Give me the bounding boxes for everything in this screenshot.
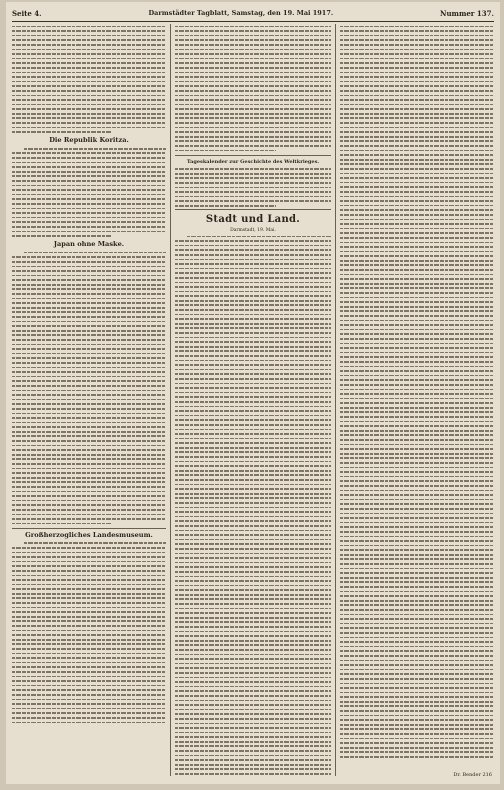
- heading-stadt-und-land: Stadt und Land.: [205, 213, 301, 225]
- page-header: [12, 6, 494, 20]
- heading-japan-ohne-maske: Japan ohne Maske.: [53, 240, 125, 249]
- signature: Dr. Bender 216: [453, 772, 492, 778]
- article-text: [12, 24, 166, 134]
- heading-landesmuseum: Großherzogliches Landesmuseum.: [25, 530, 153, 539]
- masthead: Darmstädter Tagblatt, Samstag, den 19. Mai 1917.: [148, 9, 334, 17]
- heading-republik-koritza: Die Republik Koritza.: [49, 136, 129, 145]
- calendar-text: [175, 167, 331, 208]
- article-text: [12, 250, 166, 526]
- header-rule: [12, 21, 494, 22]
- article-text: [340, 24, 494, 759]
- article-text: [12, 541, 166, 725]
- column-divider: [335, 24, 336, 776]
- column-3: [340, 24, 494, 764]
- article-text: [175, 234, 331, 776]
- article-text: [175, 24, 331, 153]
- page-number: Seite 4.: [12, 8, 42, 18]
- newspaper-page: [6, 2, 500, 784]
- column-divider: [170, 24, 171, 776]
- column-1: [12, 24, 166, 776]
- article-text: [12, 146, 166, 238]
- column-2: [175, 24, 331, 776]
- heading-tageskalender: Tageskalender zur Geschichte des Weltkrieges.: [186, 158, 320, 165]
- dateline: Darmstadt, 19. Mai.: [230, 227, 276, 233]
- issue-number: Nummer 137.: [440, 8, 494, 18]
